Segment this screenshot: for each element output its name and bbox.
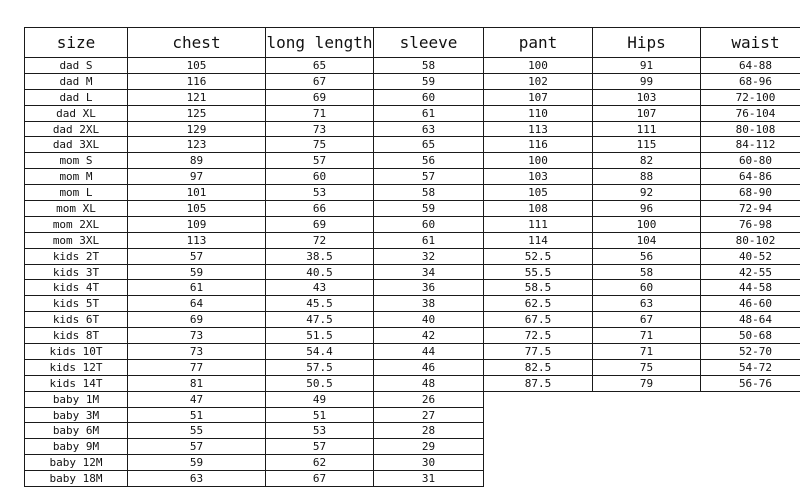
- measurement-cell: 103: [593, 89, 701, 105]
- measurement-cell: 109: [128, 216, 266, 232]
- size-label-cell: dad M: [25, 73, 128, 89]
- empty-cell: [593, 455, 701, 471]
- size-label-cell: kids 8T: [25, 328, 128, 344]
- table-row: [25, 248, 800, 264]
- measurement-cell: 88: [593, 169, 701, 185]
- table-row: [25, 201, 800, 217]
- measurement-cell: 129: [128, 121, 266, 137]
- measurement-cell: 71: [593, 328, 701, 344]
- measurement-cell: 63: [128, 471, 266, 487]
- size-label-cell: dad 2XL: [25, 121, 128, 137]
- size-label-cell: dad XL: [25, 105, 128, 121]
- measurement-cell: 55: [128, 423, 266, 439]
- size-label-cell: baby 1M: [25, 391, 128, 407]
- measurement-cell: 71: [593, 344, 701, 360]
- measurement-cell: 82: [593, 153, 701, 169]
- measurement-cell: 69: [266, 216, 374, 232]
- size-label-cell: kids 14T: [25, 375, 128, 391]
- measurement-cell: 84-112: [701, 137, 800, 153]
- measurement-cell: 38: [374, 296, 484, 312]
- size-label-cell: baby 3M: [25, 407, 128, 423]
- table-row: [25, 439, 800, 455]
- measurement-cell: 114: [484, 232, 593, 248]
- measurement-cell: 79: [593, 375, 701, 391]
- measurement-cell: 59: [128, 455, 266, 471]
- column-header-long-length: long length: [266, 28, 374, 58]
- measurement-cell: 26: [374, 391, 484, 407]
- measurement-cell: 43: [266, 280, 374, 296]
- measurement-cell: 57.5: [266, 359, 374, 375]
- measurement-cell: 104: [593, 232, 701, 248]
- table-row: [25, 423, 800, 439]
- column-header-waist: waist: [701, 28, 800, 58]
- size-label-cell: kids 3T: [25, 264, 128, 280]
- measurement-cell: 115: [593, 137, 701, 153]
- measurement-cell: 57: [128, 248, 266, 264]
- size-label-cell: kids 2T: [25, 248, 128, 264]
- table-row: [25, 471, 800, 487]
- table-row: [25, 328, 800, 344]
- table-row: [25, 264, 800, 280]
- measurement-cell: 45.5: [266, 296, 374, 312]
- measurement-cell: 80-108: [701, 121, 800, 137]
- measurement-cell: 100: [484, 58, 593, 74]
- measurement-cell: 99: [593, 73, 701, 89]
- measurement-cell: 73: [128, 328, 266, 344]
- size-label-cell: mom 2XL: [25, 216, 128, 232]
- table-row: [25, 89, 800, 105]
- empty-cell: [484, 423, 593, 439]
- measurement-cell: 60: [374, 216, 484, 232]
- size-chart-table: [24, 27, 800, 487]
- size-label-cell: baby 12M: [25, 455, 128, 471]
- measurement-cell: 68-96: [701, 73, 800, 89]
- measurement-cell: 72-100: [701, 89, 800, 105]
- measurement-cell: 111: [484, 216, 593, 232]
- size-label-cell: baby 6M: [25, 423, 128, 439]
- measurement-cell: 91: [593, 58, 701, 74]
- table-row: [25, 121, 800, 137]
- measurement-cell: 67.5: [484, 312, 593, 328]
- table-row: [25, 105, 800, 121]
- size-label-cell: kids 12T: [25, 359, 128, 375]
- measurement-cell: 57: [266, 153, 374, 169]
- measurement-cell: 105: [128, 201, 266, 217]
- size-label-cell: kids 10T: [25, 344, 128, 360]
- measurement-cell: 34: [374, 264, 484, 280]
- measurement-cell: 61: [128, 280, 266, 296]
- measurement-cell: 97: [128, 169, 266, 185]
- empty-cell: [701, 407, 800, 423]
- column-header-pant: pant: [484, 28, 593, 58]
- measurement-cell: 108: [484, 201, 593, 217]
- empty-cell: [484, 407, 593, 423]
- empty-cell: [593, 439, 701, 455]
- size-chart-header: [25, 28, 800, 58]
- measurement-cell: 77.5: [484, 344, 593, 360]
- measurement-cell: 29: [374, 439, 484, 455]
- measurement-cell: 51.5: [266, 328, 374, 344]
- measurement-cell: 48: [374, 375, 484, 391]
- measurement-cell: 31: [374, 471, 484, 487]
- measurement-cell: 116: [484, 137, 593, 153]
- measurement-cell: 53: [266, 185, 374, 201]
- table-row: [25, 312, 800, 328]
- measurement-cell: 60: [593, 280, 701, 296]
- table-row: [25, 232, 800, 248]
- measurement-cell: 50-68: [701, 328, 800, 344]
- empty-cell: [593, 407, 701, 423]
- measurement-cell: 56-76: [701, 375, 800, 391]
- measurement-cell: 30: [374, 455, 484, 471]
- measurement-cell: 125: [128, 105, 266, 121]
- measurement-cell: 47.5: [266, 312, 374, 328]
- measurement-cell: 107: [484, 89, 593, 105]
- measurement-cell: 69: [266, 89, 374, 105]
- measurement-cell: 63: [593, 296, 701, 312]
- empty-cell: [593, 391, 701, 407]
- table-row: [25, 73, 800, 89]
- measurement-cell: 55.5: [484, 264, 593, 280]
- measurement-cell: 51: [128, 407, 266, 423]
- measurement-cell: 102: [484, 73, 593, 89]
- measurement-cell: 100: [593, 216, 701, 232]
- measurement-cell: 38.5: [266, 248, 374, 264]
- measurement-cell: 50.5: [266, 375, 374, 391]
- measurement-cell: 60-80: [701, 153, 800, 169]
- measurement-cell: 40-52: [701, 248, 800, 264]
- measurement-cell: 101: [128, 185, 266, 201]
- measurement-cell: 113: [484, 121, 593, 137]
- size-label-cell: baby 9M: [25, 439, 128, 455]
- measurement-cell: 123: [128, 137, 266, 153]
- measurement-cell: 75: [266, 137, 374, 153]
- measurement-cell: 73: [266, 121, 374, 137]
- measurement-cell: 73: [128, 344, 266, 360]
- measurement-cell: 32: [374, 248, 484, 264]
- measurement-cell: 65: [266, 58, 374, 74]
- measurement-cell: 61: [374, 232, 484, 248]
- empty-cell: [701, 439, 800, 455]
- measurement-cell: 44-58: [701, 280, 800, 296]
- measurement-cell: 56: [593, 248, 701, 264]
- empty-cell: [593, 423, 701, 439]
- measurement-cell: 57: [266, 439, 374, 455]
- column-header-chest: chest: [128, 28, 266, 58]
- measurement-cell: 76-98: [701, 216, 800, 232]
- table-row: [25, 216, 800, 232]
- measurement-cell: 27: [374, 407, 484, 423]
- measurement-cell: 64-88: [701, 58, 800, 74]
- measurement-cell: 66: [266, 201, 374, 217]
- table-row: [25, 296, 800, 312]
- measurement-cell: 58: [593, 264, 701, 280]
- measurement-cell: 71: [266, 105, 374, 121]
- size-label-cell: mom L: [25, 185, 128, 201]
- measurement-cell: 76-104: [701, 105, 800, 121]
- measurement-cell: 64: [128, 296, 266, 312]
- measurement-cell: 62.5: [484, 296, 593, 312]
- size-label-cell: mom S: [25, 153, 128, 169]
- empty-cell: [484, 439, 593, 455]
- measurement-cell: 67: [266, 471, 374, 487]
- measurement-cell: 87.5: [484, 375, 593, 391]
- measurement-cell: 58: [374, 185, 484, 201]
- measurement-cell: 111: [593, 121, 701, 137]
- measurement-cell: 89: [128, 153, 266, 169]
- table-row: [25, 375, 800, 391]
- table-row: [25, 169, 800, 185]
- measurement-cell: 48-64: [701, 312, 800, 328]
- table-row: [25, 185, 800, 201]
- measurement-cell: 62: [266, 455, 374, 471]
- measurement-cell: 28: [374, 423, 484, 439]
- empty-cell: [701, 471, 800, 487]
- measurement-cell: 82.5: [484, 359, 593, 375]
- measurement-cell: 100: [484, 153, 593, 169]
- measurement-cell: 67: [266, 73, 374, 89]
- measurement-cell: 75: [593, 359, 701, 375]
- measurement-cell: 69: [128, 312, 266, 328]
- empty-cell: [701, 423, 800, 439]
- measurement-cell: 59: [374, 201, 484, 217]
- measurement-cell: 107: [593, 105, 701, 121]
- size-label-cell: kids 6T: [25, 312, 128, 328]
- measurement-cell: 80-102: [701, 232, 800, 248]
- measurement-cell: 57: [128, 439, 266, 455]
- measurement-cell: 59: [128, 264, 266, 280]
- measurement-cell: 47: [128, 391, 266, 407]
- measurement-cell: 56: [374, 153, 484, 169]
- measurement-cell: 54.4: [266, 344, 374, 360]
- measurement-cell: 67: [593, 312, 701, 328]
- column-header-size: size: [25, 28, 128, 58]
- measurement-cell: 36: [374, 280, 484, 296]
- measurement-cell: 46-60: [701, 296, 800, 312]
- measurement-cell: 58: [374, 58, 484, 74]
- measurement-cell: 46: [374, 359, 484, 375]
- measurement-cell: 65: [374, 137, 484, 153]
- measurement-cell: 103: [484, 169, 593, 185]
- measurement-cell: 54-72: [701, 359, 800, 375]
- table-row: [25, 407, 800, 423]
- size-label-cell: mom 3XL: [25, 232, 128, 248]
- size-label-cell: dad 3XL: [25, 137, 128, 153]
- measurement-cell: 92: [593, 185, 701, 201]
- measurement-cell: 72: [266, 232, 374, 248]
- table-row: [25, 344, 800, 360]
- measurement-cell: 51: [266, 407, 374, 423]
- column-header-sleeve: sleeve: [374, 28, 484, 58]
- measurement-cell: 40: [374, 312, 484, 328]
- measurement-cell: 53: [266, 423, 374, 439]
- empty-cell: [701, 455, 800, 471]
- column-header-hips: Hips: [593, 28, 701, 58]
- measurement-cell: 110: [484, 105, 593, 121]
- table-row: [25, 153, 800, 169]
- measurement-cell: 44: [374, 344, 484, 360]
- table-row: [25, 280, 800, 296]
- measurement-cell: 52-70: [701, 344, 800, 360]
- measurement-cell: 59: [374, 73, 484, 89]
- table-row: [25, 137, 800, 153]
- measurement-cell: 105: [128, 58, 266, 74]
- measurement-cell: 72.5: [484, 328, 593, 344]
- size-label-cell: mom M: [25, 169, 128, 185]
- empty-cell: [701, 391, 800, 407]
- empty-cell: [484, 471, 593, 487]
- size-label-cell: kids 5T: [25, 296, 128, 312]
- measurement-cell: 68-90: [701, 185, 800, 201]
- measurement-cell: 42-55: [701, 264, 800, 280]
- measurement-cell: 60: [266, 169, 374, 185]
- size-label-cell: baby 18M: [25, 471, 128, 487]
- size-label-cell: mom XL: [25, 201, 128, 217]
- measurement-cell: 58.5: [484, 280, 593, 296]
- empty-cell: [484, 455, 593, 471]
- size-label-cell: dad L: [25, 89, 128, 105]
- measurement-cell: 116: [128, 73, 266, 89]
- measurement-cell: 81: [128, 375, 266, 391]
- measurement-cell: 52.5: [484, 248, 593, 264]
- measurement-cell: 72-94: [701, 201, 800, 217]
- size-label-cell: dad S: [25, 58, 128, 74]
- measurement-cell: 40.5: [266, 264, 374, 280]
- measurement-cell: 113: [128, 232, 266, 248]
- measurement-cell: 49: [266, 391, 374, 407]
- table-row: [25, 58, 800, 74]
- table-row: [25, 391, 800, 407]
- measurement-cell: 77: [128, 359, 266, 375]
- header-row: [25, 28, 800, 58]
- measurement-cell: 60: [374, 89, 484, 105]
- empty-cell: [484, 391, 593, 407]
- table-row: [25, 359, 800, 375]
- measurement-cell: 105: [484, 185, 593, 201]
- size-chart-body: [25, 58, 800, 487]
- measurement-cell: 61: [374, 105, 484, 121]
- measurement-cell: 63: [374, 121, 484, 137]
- measurement-cell: 42: [374, 328, 484, 344]
- table-row: [25, 455, 800, 471]
- size-label-cell: kids 4T: [25, 280, 128, 296]
- measurement-cell: 96: [593, 201, 701, 217]
- empty-cell: [593, 471, 701, 487]
- measurement-cell: 57: [374, 169, 484, 185]
- measurement-cell: 64-86: [701, 169, 800, 185]
- measurement-cell: 121: [128, 89, 266, 105]
